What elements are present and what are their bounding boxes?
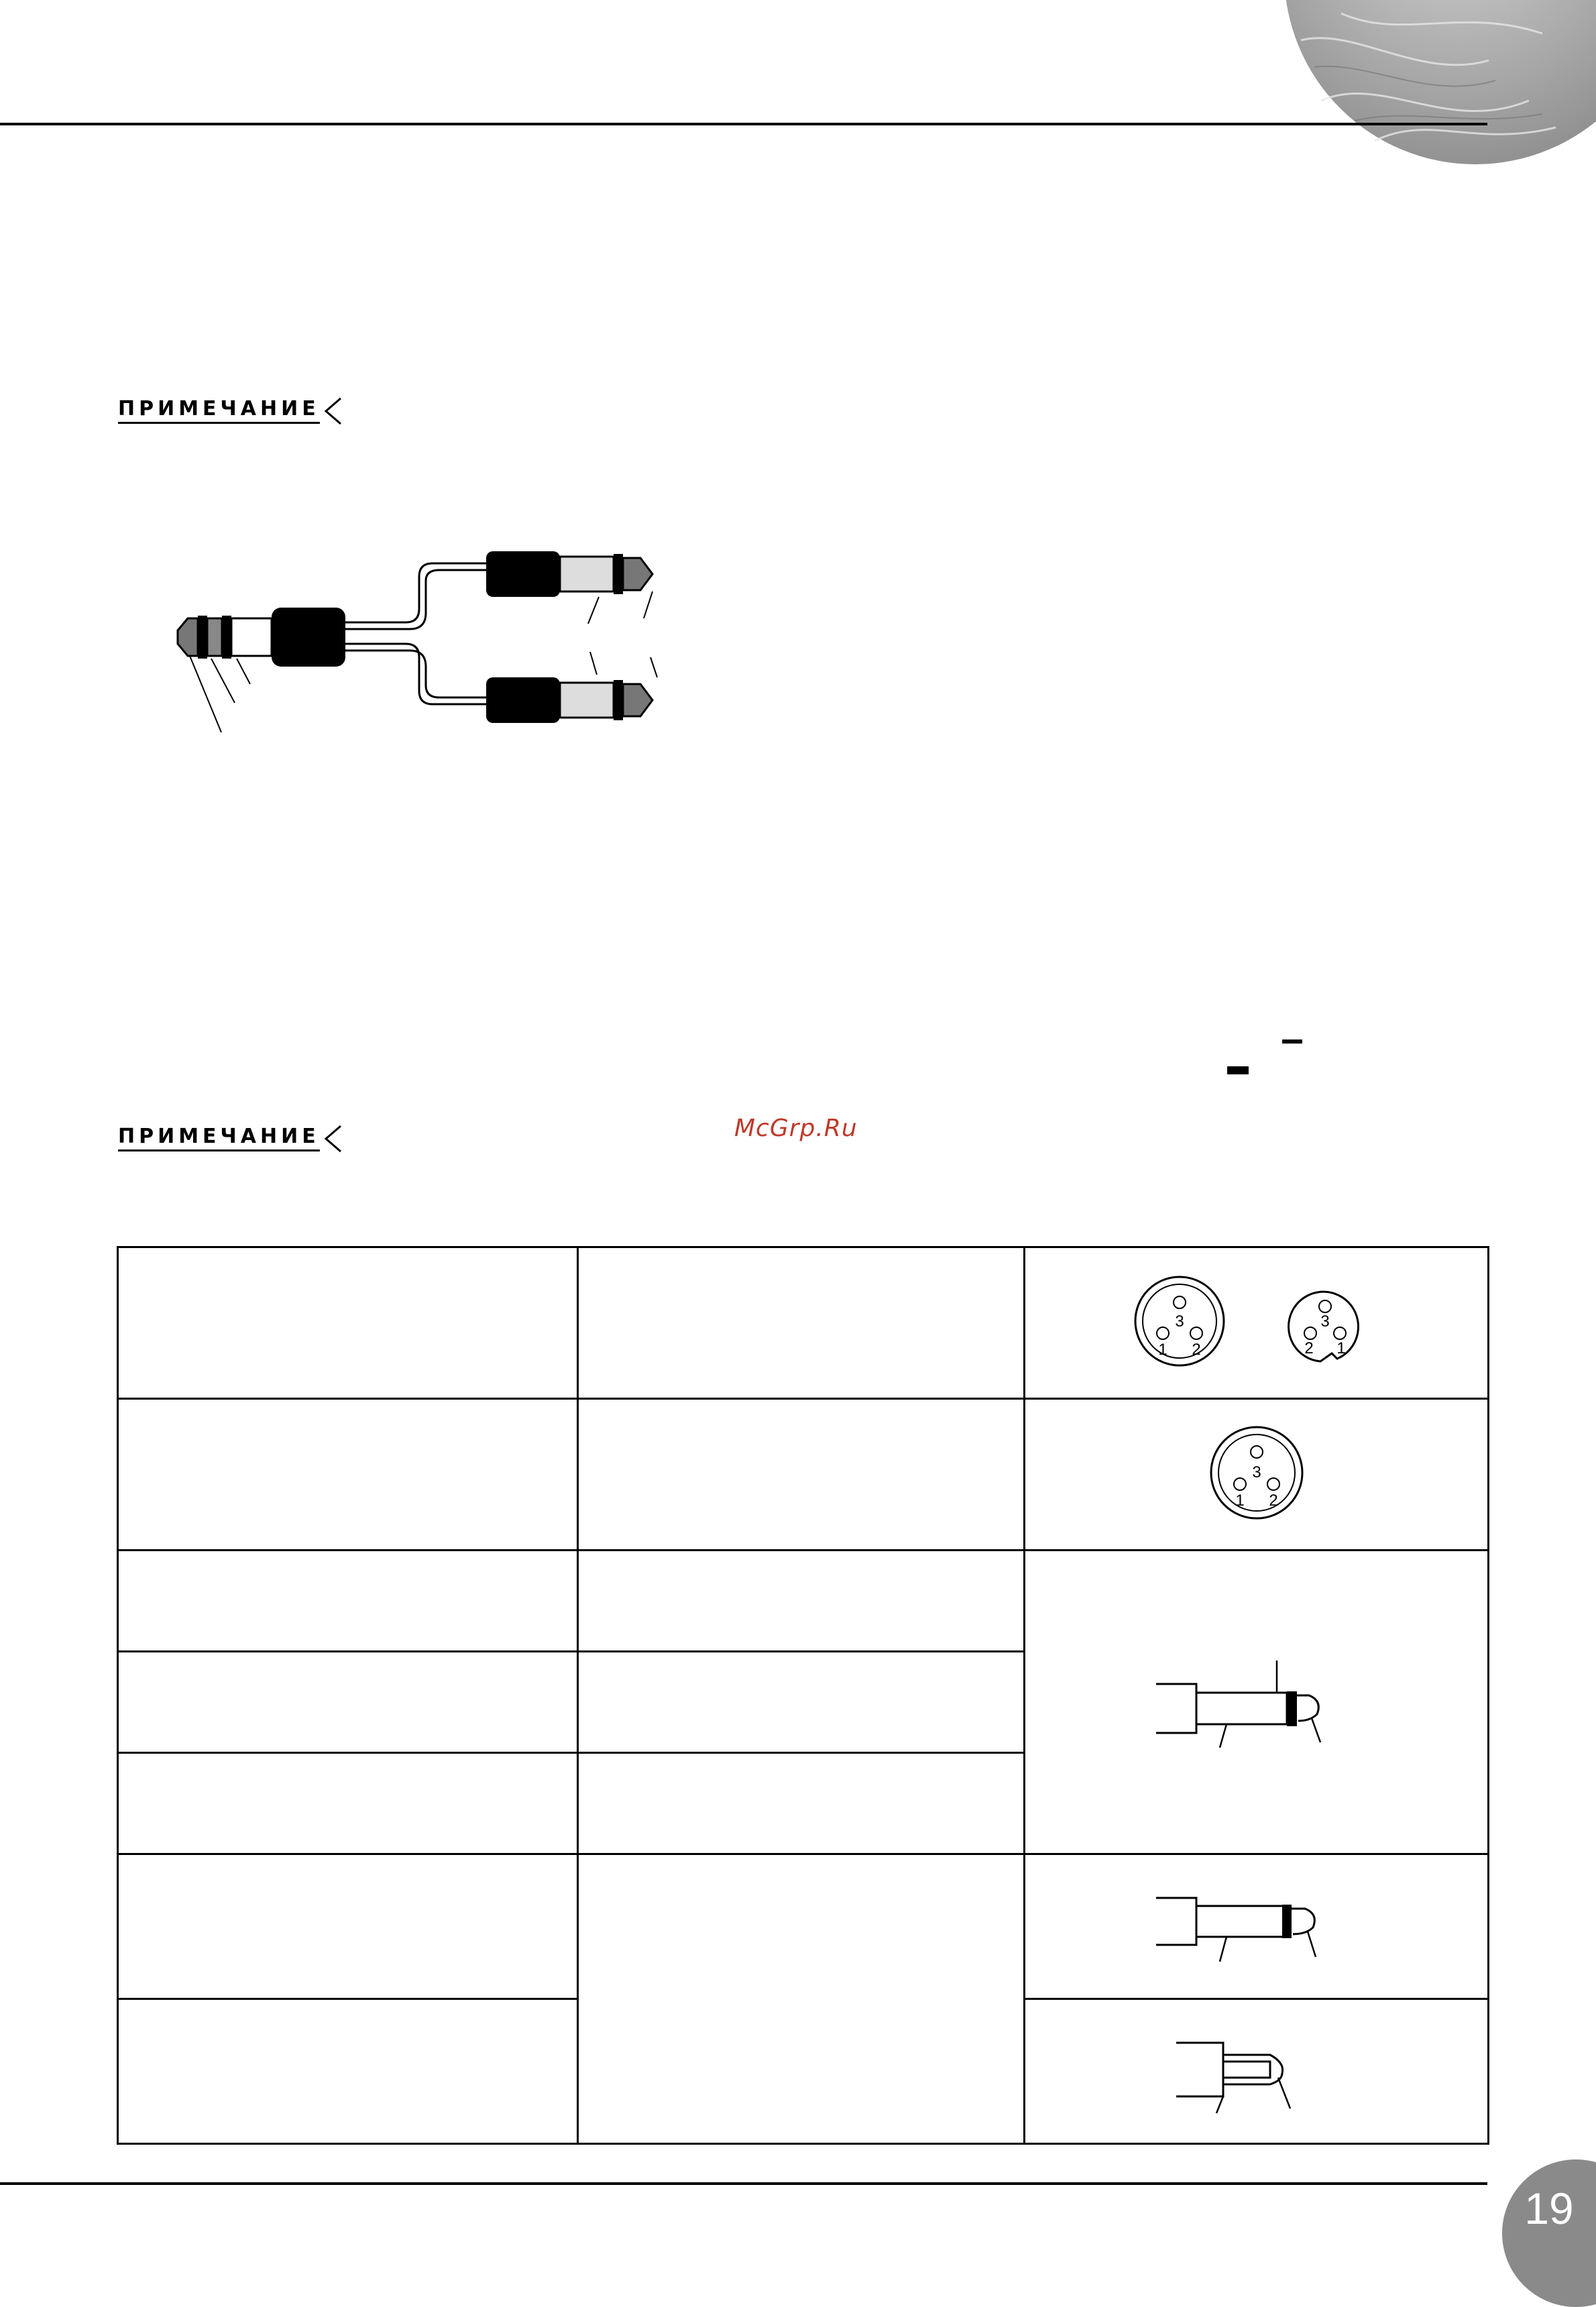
xlr-connector-pair-icon <box>1116 1274 1398 1368</box>
page-number: 19 <box>1524 2184 1574 2233</box>
pin-label: 2 <box>1304 1339 1314 1357</box>
table-cell <box>578 1399 1025 1551</box>
marker <box>1227 1066 1249 1074</box>
rca-plug-icon <box>1170 2023 1344 2117</box>
table-cell <box>578 1753 1025 1854</box>
pin-label: 3 <box>1174 1312 1184 1331</box>
table-cell <box>118 1999 578 2144</box>
note-label: ПРИМЕЧАНИЕ <box>118 397 320 424</box>
table-cell <box>118 1753 578 1854</box>
insert-cable-icon <box>171 543 691 738</box>
note-arrow-icon <box>323 397 342 425</box>
table-cell <box>578 1854 1025 2144</box>
table-cell <box>1025 1551 1489 1854</box>
bottom-rule <box>0 2182 1487 2185</box>
top-rule <box>0 123 1487 125</box>
watermark: McGrp.Ru <box>734 1115 858 1142</box>
table-cell <box>578 1551 1025 1652</box>
trs-plug-icon <box>1149 1654 1364 1748</box>
ts-plug-icon <box>1149 1878 1364 1972</box>
pin-label: 1 <box>1157 1341 1167 1359</box>
table-cell <box>578 1652 1025 1753</box>
table-cell <box>1025 1247 1489 1399</box>
table-cell <box>118 1652 578 1753</box>
marker <box>1282 1039 1302 1044</box>
table-cell <box>118 1399 578 1551</box>
pin-label: 2 <box>1191 1341 1201 1359</box>
table-cell <box>118 1551 578 1652</box>
corner-decoration-icon <box>1274 0 1596 168</box>
pin-label: 1 <box>1235 1492 1245 1510</box>
table-cell <box>1025 1854 1489 1999</box>
note-arrow-icon <box>323 1125 342 1153</box>
table-cell <box>1025 1399 1489 1551</box>
table-cell <box>118 1247 578 1399</box>
pin-label: 1 <box>1336 1339 1346 1357</box>
pin-label: 3 <box>1320 1312 1330 1331</box>
pin-label: 2 <box>1268 1492 1278 1510</box>
table-cell <box>118 1854 578 1999</box>
table-cell <box>578 1247 1025 1399</box>
connector-table <box>117 1246 1489 2145</box>
table-cell <box>1025 1999 1489 2144</box>
pin-label: 3 <box>1251 1463 1261 1481</box>
xlr-connector-icon <box>1203 1422 1310 1523</box>
note-label: ПРИМЕЧАНИЕ <box>118 1125 320 1151</box>
